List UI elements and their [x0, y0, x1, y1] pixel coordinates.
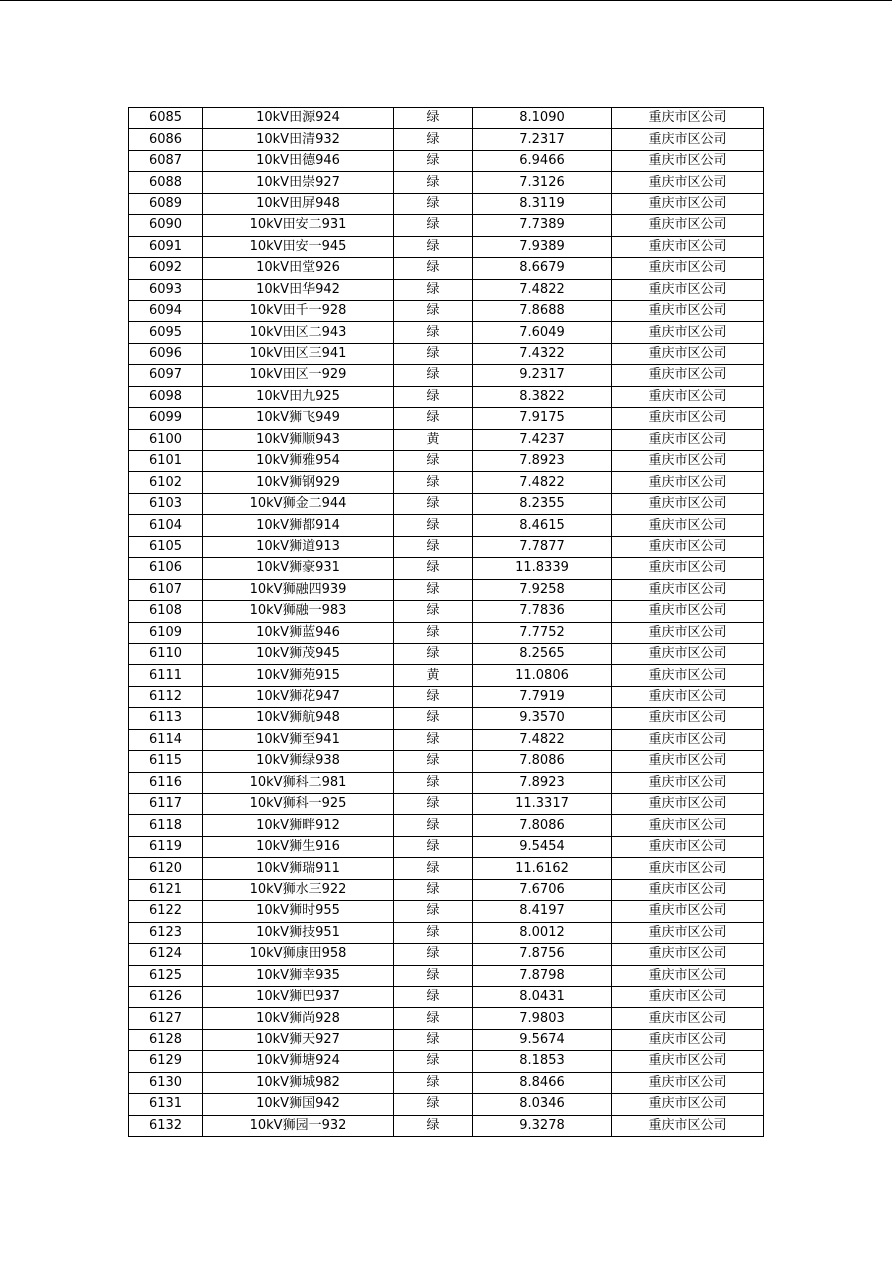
line-name-cell: 10kV田安二931: [203, 215, 394, 236]
status-color-cell: 绿: [394, 300, 473, 321]
company-cell: 重庆市区公司: [612, 451, 764, 472]
status-color-cell: 绿: [394, 858, 473, 879]
company-cell: 重庆市区公司: [612, 258, 764, 279]
row-id-cell: 6113: [129, 708, 203, 729]
row-id-cell: 6098: [129, 386, 203, 407]
company-cell: 重庆市区公司: [612, 343, 764, 364]
row-id-cell: 6087: [129, 150, 203, 171]
status-color-cell: 绿: [394, 836, 473, 857]
table-row: [129, 451, 764, 472]
value-cell: 11.6162: [473, 858, 612, 879]
table-row: [129, 815, 764, 836]
row-id-cell: 6110: [129, 643, 203, 664]
line-name-cell: 10kV狮都914: [203, 515, 394, 536]
company-cell: 重庆市区公司: [612, 472, 764, 493]
status-color-cell: 黄: [394, 429, 473, 450]
value-cell: 8.1090: [473, 108, 612, 129]
value-cell: 7.8923: [473, 451, 612, 472]
line-name-cell: 10kV狮幸935: [203, 965, 394, 986]
company-cell: 重庆市区公司: [612, 108, 764, 129]
table-row: [129, 215, 764, 236]
value-cell: 7.8756: [473, 944, 612, 965]
status-color-cell: 绿: [394, 686, 473, 707]
value-cell: 7.8798: [473, 965, 612, 986]
status-color-cell: 绿: [394, 708, 473, 729]
company-cell: 重庆市区公司: [612, 944, 764, 965]
value-cell: 7.7836: [473, 601, 612, 622]
company-cell: 重庆市区公司: [612, 515, 764, 536]
company-cell: 重庆市区公司: [612, 579, 764, 600]
row-id-cell: 6125: [129, 965, 203, 986]
company-cell: 重庆市区公司: [612, 815, 764, 836]
value-cell: 7.8086: [473, 815, 612, 836]
company-cell: 重庆市区公司: [612, 772, 764, 793]
company-cell: 重庆市区公司: [612, 429, 764, 450]
company-cell: 重庆市区公司: [612, 150, 764, 171]
table-row: [129, 365, 764, 386]
table-row: [129, 944, 764, 965]
status-color-cell: 绿: [394, 472, 473, 493]
status-color-cell: 绿: [394, 965, 473, 986]
status-color-cell: 绿: [394, 1029, 473, 1050]
value-cell: 7.9389: [473, 236, 612, 257]
line-name-cell: 10kV狮生916: [203, 836, 394, 857]
value-cell: 7.7877: [473, 536, 612, 557]
value-cell: 7.8688: [473, 300, 612, 321]
company-cell: 重庆市区公司: [612, 901, 764, 922]
line-name-cell: 10kV狮城982: [203, 1072, 394, 1093]
line-name-cell: 10kV狮茂945: [203, 643, 394, 664]
row-id-cell: 6102: [129, 472, 203, 493]
value-cell: 11.0806: [473, 665, 612, 686]
row-id-cell: 6112: [129, 686, 203, 707]
row-id-cell: 6108: [129, 601, 203, 622]
company-cell: 重庆市区公司: [612, 794, 764, 815]
status-color-cell: 绿: [394, 1051, 473, 1072]
status-color-cell: 绿: [394, 1008, 473, 1029]
status-color-cell: 绿: [394, 901, 473, 922]
value-cell: 7.4322: [473, 343, 612, 364]
row-id-cell: 6129: [129, 1051, 203, 1072]
value-cell: 7.4822: [473, 279, 612, 300]
value-cell: 7.9175: [473, 408, 612, 429]
company-cell: 重庆市区公司: [612, 1072, 764, 1093]
row-id-cell: 6094: [129, 300, 203, 321]
value-cell: 9.2317: [473, 365, 612, 386]
value-cell: 8.0012: [473, 922, 612, 943]
value-cell: 8.0346: [473, 1094, 612, 1115]
page-top-border: [0, 0, 892, 1]
status-color-cell: 绿: [394, 386, 473, 407]
value-cell: 7.4822: [473, 729, 612, 750]
table-row: [129, 279, 764, 300]
company-cell: 重庆市区公司: [612, 729, 764, 750]
value-cell: 11.3317: [473, 794, 612, 815]
line-name-cell: 10kV田屏948: [203, 193, 394, 214]
row-id-cell: 6126: [129, 986, 203, 1007]
table-row: [129, 965, 764, 986]
row-id-cell: 6097: [129, 365, 203, 386]
table-row: [129, 236, 764, 257]
table-row: [129, 108, 764, 129]
row-id-cell: 6115: [129, 751, 203, 772]
company-cell: 重庆市区公司: [612, 1029, 764, 1050]
line-name-cell: 10kV狮科二981: [203, 772, 394, 793]
value-cell: 8.8466: [473, 1072, 612, 1093]
table-row: [129, 794, 764, 815]
company-cell: 重庆市区公司: [612, 601, 764, 622]
company-cell: 重庆市区公司: [612, 129, 764, 150]
status-color-cell: 绿: [394, 108, 473, 129]
status-color-cell: 绿: [394, 150, 473, 171]
table-row: [129, 515, 764, 536]
table-row: [129, 493, 764, 514]
company-cell: 重庆市区公司: [612, 408, 764, 429]
status-color-cell: 绿: [394, 451, 473, 472]
table-row: [129, 836, 764, 857]
table-row: [129, 172, 764, 193]
line-name-cell: 10kV狮科一925: [203, 794, 394, 815]
company-cell: 重庆市区公司: [612, 558, 764, 579]
line-name-cell: 10kV田千一928: [203, 300, 394, 321]
line-name-cell: 10kV田九925: [203, 386, 394, 407]
table-row: [129, 193, 764, 214]
value-cell: 8.6679: [473, 258, 612, 279]
company-cell: 重庆市区公司: [612, 365, 764, 386]
table-row: [129, 408, 764, 429]
value-cell: 7.4237: [473, 429, 612, 450]
value-cell: 7.9803: [473, 1008, 612, 1029]
row-id-cell: 6111: [129, 665, 203, 686]
value-cell: 7.8923: [473, 772, 612, 793]
table-row: [129, 150, 764, 171]
company-cell: 重庆市区公司: [612, 1115, 764, 1136]
status-color-cell: 绿: [394, 643, 473, 664]
value-cell: 7.8086: [473, 751, 612, 772]
company-cell: 重庆市区公司: [612, 751, 764, 772]
table-row: [129, 300, 764, 321]
company-cell: 重庆市区公司: [612, 1094, 764, 1115]
line-name-cell: 10kV狮天927: [203, 1029, 394, 1050]
line-name-cell: 10kV狮康田958: [203, 944, 394, 965]
row-id-cell: 6122: [129, 901, 203, 922]
row-id-cell: 6109: [129, 622, 203, 643]
row-id-cell: 6130: [129, 1072, 203, 1093]
company-cell: 重庆市区公司: [612, 986, 764, 1007]
line-name-cell: 10kV狮顺943: [203, 429, 394, 450]
line-name-cell: 10kV狮雅954: [203, 451, 394, 472]
table-row: [129, 386, 764, 407]
row-id-cell: 6099: [129, 408, 203, 429]
row-id-cell: 6114: [129, 729, 203, 750]
table-row: [129, 858, 764, 879]
value-cell: 8.2355: [473, 493, 612, 514]
line-name-cell: 10kV狮金二944: [203, 493, 394, 514]
line-name-cell: 10kV田区一929: [203, 365, 394, 386]
table-row: [129, 1008, 764, 1029]
table-row: [129, 708, 764, 729]
status-color-cell: 绿: [394, 622, 473, 643]
value-cell: 7.3126: [473, 172, 612, 193]
value-cell: 7.7752: [473, 622, 612, 643]
value-cell: 7.7389: [473, 215, 612, 236]
value-cell: 9.3570: [473, 708, 612, 729]
status-color-cell: 绿: [394, 193, 473, 214]
table-row: [129, 922, 764, 943]
company-cell: 重庆市区公司: [612, 322, 764, 343]
line-name-cell: 10kV狮蓝946: [203, 622, 394, 643]
line-name-cell: 10kV狮钢929: [203, 472, 394, 493]
value-cell: 6.9466: [473, 150, 612, 171]
table-row: [129, 1094, 764, 1115]
company-cell: 重庆市区公司: [612, 236, 764, 257]
status-color-cell: 绿: [394, 794, 473, 815]
company-cell: 重庆市区公司: [612, 279, 764, 300]
value-cell: 8.4197: [473, 901, 612, 922]
status-color-cell: 绿: [394, 944, 473, 965]
status-color-cell: 绿: [394, 558, 473, 579]
table-row: [129, 1072, 764, 1093]
status-color-cell: 绿: [394, 408, 473, 429]
table-row: [129, 643, 764, 664]
company-cell: 重庆市区公司: [612, 386, 764, 407]
status-color-cell: 绿: [394, 236, 473, 257]
company-cell: 重庆市区公司: [612, 922, 764, 943]
row-id-cell: 6127: [129, 1008, 203, 1029]
value-cell: 8.0431: [473, 986, 612, 1007]
line-name-cell: 10kV狮尚928: [203, 1008, 394, 1029]
line-name-cell: 10kV狮瑞911: [203, 858, 394, 879]
line-name-cell: 10kV狮航948: [203, 708, 394, 729]
value-cell: 7.9258: [473, 579, 612, 600]
line-name-cell: 10kV狮飞949: [203, 408, 394, 429]
row-id-cell: 6107: [129, 579, 203, 600]
company-cell: 重庆市区公司: [612, 1051, 764, 1072]
company-cell: 重庆市区公司: [612, 708, 764, 729]
table-row: [129, 472, 764, 493]
table-row: [129, 772, 764, 793]
table-row: [129, 1029, 764, 1050]
value-cell: 8.4615: [473, 515, 612, 536]
line-name-cell: 10kV田区三941: [203, 343, 394, 364]
line-name-cell: 10kV狮融一983: [203, 601, 394, 622]
table-row: [129, 579, 764, 600]
row-id-cell: 6121: [129, 879, 203, 900]
table-row: [129, 622, 764, 643]
table-row: [129, 879, 764, 900]
status-color-cell: 绿: [394, 129, 473, 150]
value-cell: 9.5454: [473, 836, 612, 857]
company-cell: 重庆市区公司: [612, 665, 764, 686]
company-cell: 重庆市区公司: [612, 858, 764, 879]
status-color-cell: 绿: [394, 601, 473, 622]
line-name-cell: 10kV狮至941: [203, 729, 394, 750]
line-name-cell: 10kV田华942: [203, 279, 394, 300]
table-body: [129, 108, 764, 1137]
table-row: [129, 601, 764, 622]
status-color-cell: 绿: [394, 365, 473, 386]
table-row: [129, 429, 764, 450]
status-color-cell: 绿: [394, 986, 473, 1007]
table-row: [129, 322, 764, 343]
status-color-cell: 绿: [394, 879, 473, 900]
status-color-cell: 绿: [394, 493, 473, 514]
row-id-cell: 6104: [129, 515, 203, 536]
row-id-cell: 6120: [129, 858, 203, 879]
status-color-cell: 绿: [394, 172, 473, 193]
status-color-cell: 绿: [394, 751, 473, 772]
table-row: [129, 129, 764, 150]
row-id-cell: 6117: [129, 794, 203, 815]
row-id-cell: 6124: [129, 944, 203, 965]
status-color-cell: 绿: [394, 815, 473, 836]
table-row: [129, 751, 764, 772]
value-cell: 7.4822: [473, 472, 612, 493]
line-name-cell: 10kV田安一945: [203, 236, 394, 257]
company-cell: 重庆市区公司: [612, 493, 764, 514]
row-id-cell: 6085: [129, 108, 203, 129]
table-row: [129, 986, 764, 1007]
status-color-cell: 绿: [394, 1115, 473, 1136]
line-name-cell: 10kV狮豪931: [203, 558, 394, 579]
row-id-cell: 6090: [129, 215, 203, 236]
line-name-cell: 10kV田区二943: [203, 322, 394, 343]
status-color-cell: 绿: [394, 579, 473, 600]
line-name-cell: 10kV狮水三922: [203, 879, 394, 900]
status-color-cell: 绿: [394, 1072, 473, 1093]
value-cell: 8.2565: [473, 643, 612, 664]
row-id-cell: 6132: [129, 1115, 203, 1136]
company-cell: 重庆市区公司: [612, 879, 764, 900]
line-name-cell: 10kV田清932: [203, 129, 394, 150]
table-row: [129, 729, 764, 750]
line-name-cell: 10kV狮塘924: [203, 1051, 394, 1072]
line-name-cell: 10kV狮园一932: [203, 1115, 394, 1136]
company-cell: 重庆市区公司: [612, 300, 764, 321]
row-id-cell: 6106: [129, 558, 203, 579]
company-cell: 重庆市区公司: [612, 1008, 764, 1029]
line-name-cell: 10kV狮花947: [203, 686, 394, 707]
line-name-cell: 10kV狮畔912: [203, 815, 394, 836]
status-color-cell: 绿: [394, 729, 473, 750]
row-id-cell: 6095: [129, 322, 203, 343]
status-color-cell: 绿: [394, 515, 473, 536]
company-cell: 重庆市区公司: [612, 215, 764, 236]
row-id-cell: 6093: [129, 279, 203, 300]
line-name-cell: 10kV狮国942: [203, 1094, 394, 1115]
line-name-cell: 10kV狮融四939: [203, 579, 394, 600]
line-name-cell: 10kV田德946: [203, 150, 394, 171]
status-color-cell: 绿: [394, 772, 473, 793]
row-id-cell: 6096: [129, 343, 203, 364]
table-row: [129, 1115, 764, 1136]
status-color-cell: 绿: [394, 343, 473, 364]
company-cell: 重庆市区公司: [612, 622, 764, 643]
line-name-cell: 10kV狮苑915: [203, 665, 394, 686]
status-color-cell: 绿: [394, 322, 473, 343]
line-name-cell: 10kV狮时955: [203, 901, 394, 922]
line-name-cell: 10kV狮绿938: [203, 751, 394, 772]
row-id-cell: 6128: [129, 1029, 203, 1050]
value-cell: 7.7919: [473, 686, 612, 707]
row-id-cell: 6131: [129, 1094, 203, 1115]
table-row: [129, 558, 764, 579]
line-name-cell: 10kV狮道913: [203, 536, 394, 557]
line-name-cell: 10kV田堂926: [203, 258, 394, 279]
value-cell: 8.1853: [473, 1051, 612, 1072]
row-id-cell: 6119: [129, 836, 203, 857]
status-color-cell: 绿: [394, 279, 473, 300]
table-row: [129, 665, 764, 686]
line-name-cell: 10kV田源924: [203, 108, 394, 129]
line-name-cell: 10kV狮巴937: [203, 986, 394, 1007]
row-id-cell: 6118: [129, 815, 203, 836]
status-color-cell: 绿: [394, 1094, 473, 1115]
table-row: [129, 536, 764, 557]
status-color-cell: 绿: [394, 536, 473, 557]
company-cell: 重庆市区公司: [612, 686, 764, 707]
company-cell: 重庆市区公司: [612, 965, 764, 986]
table-row: [129, 901, 764, 922]
value-cell: 9.5674: [473, 1029, 612, 1050]
row-id-cell: 6101: [129, 451, 203, 472]
status-color-cell: 黄: [394, 665, 473, 686]
status-color-cell: 绿: [394, 922, 473, 943]
row-id-cell: 6105: [129, 536, 203, 557]
value-cell: 8.3822: [473, 386, 612, 407]
company-cell: 重庆市区公司: [612, 643, 764, 664]
company-cell: 重庆市区公司: [612, 536, 764, 557]
row-id-cell: 6091: [129, 236, 203, 257]
table-row: [129, 343, 764, 364]
value-cell: 7.6706: [473, 879, 612, 900]
row-id-cell: 6092: [129, 258, 203, 279]
row-id-cell: 6088: [129, 172, 203, 193]
row-id-cell: 6086: [129, 129, 203, 150]
value-cell: 8.3119: [473, 193, 612, 214]
status-color-cell: 绿: [394, 215, 473, 236]
value-cell: 9.3278: [473, 1115, 612, 1136]
row-id-cell: 6089: [129, 193, 203, 214]
company-cell: 重庆市区公司: [612, 193, 764, 214]
row-id-cell: 6116: [129, 772, 203, 793]
line-name-cell: 10kV田崇927: [203, 172, 394, 193]
value-cell: 11.8339: [473, 558, 612, 579]
feeder-table: [128, 107, 764, 1137]
row-id-cell: 6123: [129, 922, 203, 943]
company-cell: 重庆市区公司: [612, 172, 764, 193]
row-id-cell: 6103: [129, 493, 203, 514]
value-cell: 7.6049: [473, 322, 612, 343]
line-name-cell: 10kV狮技951: [203, 922, 394, 943]
row-id-cell: 6100: [129, 429, 203, 450]
table-row: [129, 258, 764, 279]
company-cell: 重庆市区公司: [612, 836, 764, 857]
status-color-cell: 绿: [394, 258, 473, 279]
value-cell: 7.2317: [473, 129, 612, 150]
table-row: [129, 686, 764, 707]
table-row: [129, 1051, 764, 1072]
